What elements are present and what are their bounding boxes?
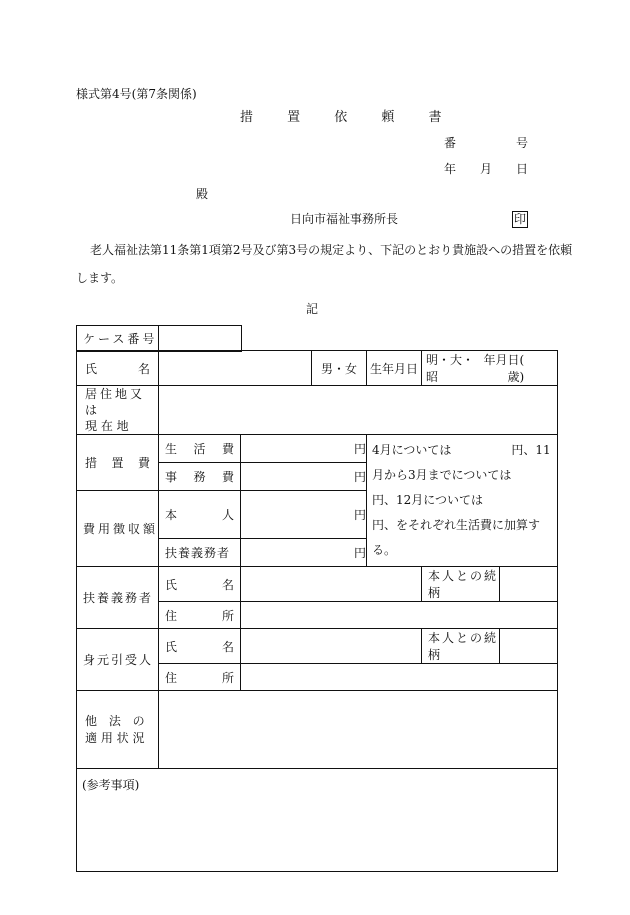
office-cost-label: 事 務 費 — [159, 463, 241, 491]
sex-options[interactable]: 男・女 — [312, 351, 367, 386]
date-month-label: 月 — [480, 162, 493, 176]
guarantor-name-row — [77, 629, 558, 664]
living-cost-value[interactable]: 円 — [241, 435, 367, 463]
guarantor-relation-value[interactable] — [500, 629, 558, 664]
supporter-name-row — [77, 567, 558, 602]
era-options: 明・大・昭 — [426, 353, 475, 384]
fee-label: 費用徴収額 — [77, 491, 159, 567]
addressee-honorific: 殿 — [196, 187, 209, 201]
birth-day-age-label: 日( 歳) — [507, 353, 537, 384]
office-cost-value[interactable]: 円 — [241, 463, 367, 491]
self-fee-value[interactable]: 円 — [241, 491, 367, 539]
guarantor-name-label: 氏 名 — [159, 629, 241, 664]
seal-mark: 印 — [514, 212, 527, 226]
other-law-row — [77, 691, 558, 769]
number-suffix: 号 — [516, 136, 529, 150]
request-form-table — [76, 350, 572, 872]
guarantor-address-value[interactable] — [241, 664, 558, 691]
address-value[interactable] — [159, 386, 558, 435]
birth-year-label: 年 — [483, 353, 496, 367]
address-label: 居住地又は 現 在 地 — [77, 386, 159, 435]
supporter-name-value[interactable] — [241, 567, 422, 602]
supporter-label: 扶養義務者 — [159, 539, 241, 567]
other-law-label: 他 法 の 適 用 状 況 — [77, 691, 159, 769]
body-paragraph-line1: 老人福祉法第11条第1項第2号及び第3号の規定より、下記のとおり貴施設への措置を依頼 — [90, 243, 573, 257]
supporter-address-value[interactable] — [241, 602, 558, 629]
name-value[interactable] — [159, 351, 312, 386]
birthdate-value[interactable] — [422, 351, 558, 386]
case-number-label-cell: ケース番号 — [77, 326, 159, 352]
remarks-label: (参考事項) — [82, 778, 140, 792]
guarantor-name-value[interactable] — [241, 629, 422, 664]
guarantor-relation-label: 本人との続柄 — [422, 629, 500, 664]
ki-label: 記 — [306, 302, 319, 316]
notes-cell — [367, 435, 572, 567]
supporter-relation-label: 本人との続柄 — [422, 567, 500, 602]
notes-text: 4月については 円、11月から3月までについては 円、12月については 円、をそれぞれ生活費に加算する。 — [372, 443, 572, 557]
name-row: 氏 名 男・女 生年月日 明・大・昭 年 月 日( 歳) — [77, 351, 558, 386]
birth-month-label: 月 — [495, 353, 508, 367]
date-day-label: 日 — [516, 162, 529, 176]
remarks-cell[interactable] — [77, 769, 558, 872]
guarantor-address-label: 住 所 — [159, 664, 241, 691]
sender-name: 日向市福祉事務所長 — [290, 212, 399, 226]
document-title: 措 置 依 頼 書 — [240, 110, 457, 125]
living-cost-label: 生 活 費 — [159, 435, 241, 463]
case-number-value[interactable] — [159, 326, 242, 352]
supporter-fee-value[interactable]: 円 — [241, 539, 367, 567]
other-law-value[interactable] — [159, 691, 558, 769]
form-number: 様式第4号(第7条関係) — [76, 87, 197, 101]
remarks-row — [77, 769, 558, 872]
address-row — [77, 386, 558, 435]
supporter-name-label: 氏 名 — [159, 567, 241, 602]
supporter-group-label: 扶養義務者 — [77, 567, 159, 629]
body-paragraph-line2: します。 — [76, 271, 124, 285]
case-number-table — [76, 325, 242, 352]
birthdate-label: 生年月日 — [367, 351, 422, 386]
measure-cost-label: 措 置 費 — [77, 435, 159, 491]
supporter-address-label: 住 所 — [159, 602, 241, 629]
guarantor-group-label: 身元引受人 — [77, 629, 159, 691]
supporter-relation-value[interactable] — [500, 567, 558, 602]
number-label: 番 — [444, 136, 457, 150]
date-year-label: 年 — [444, 162, 457, 176]
living-cost-row — [77, 435, 558, 463]
self-label: 本 人 — [159, 491, 241, 539]
